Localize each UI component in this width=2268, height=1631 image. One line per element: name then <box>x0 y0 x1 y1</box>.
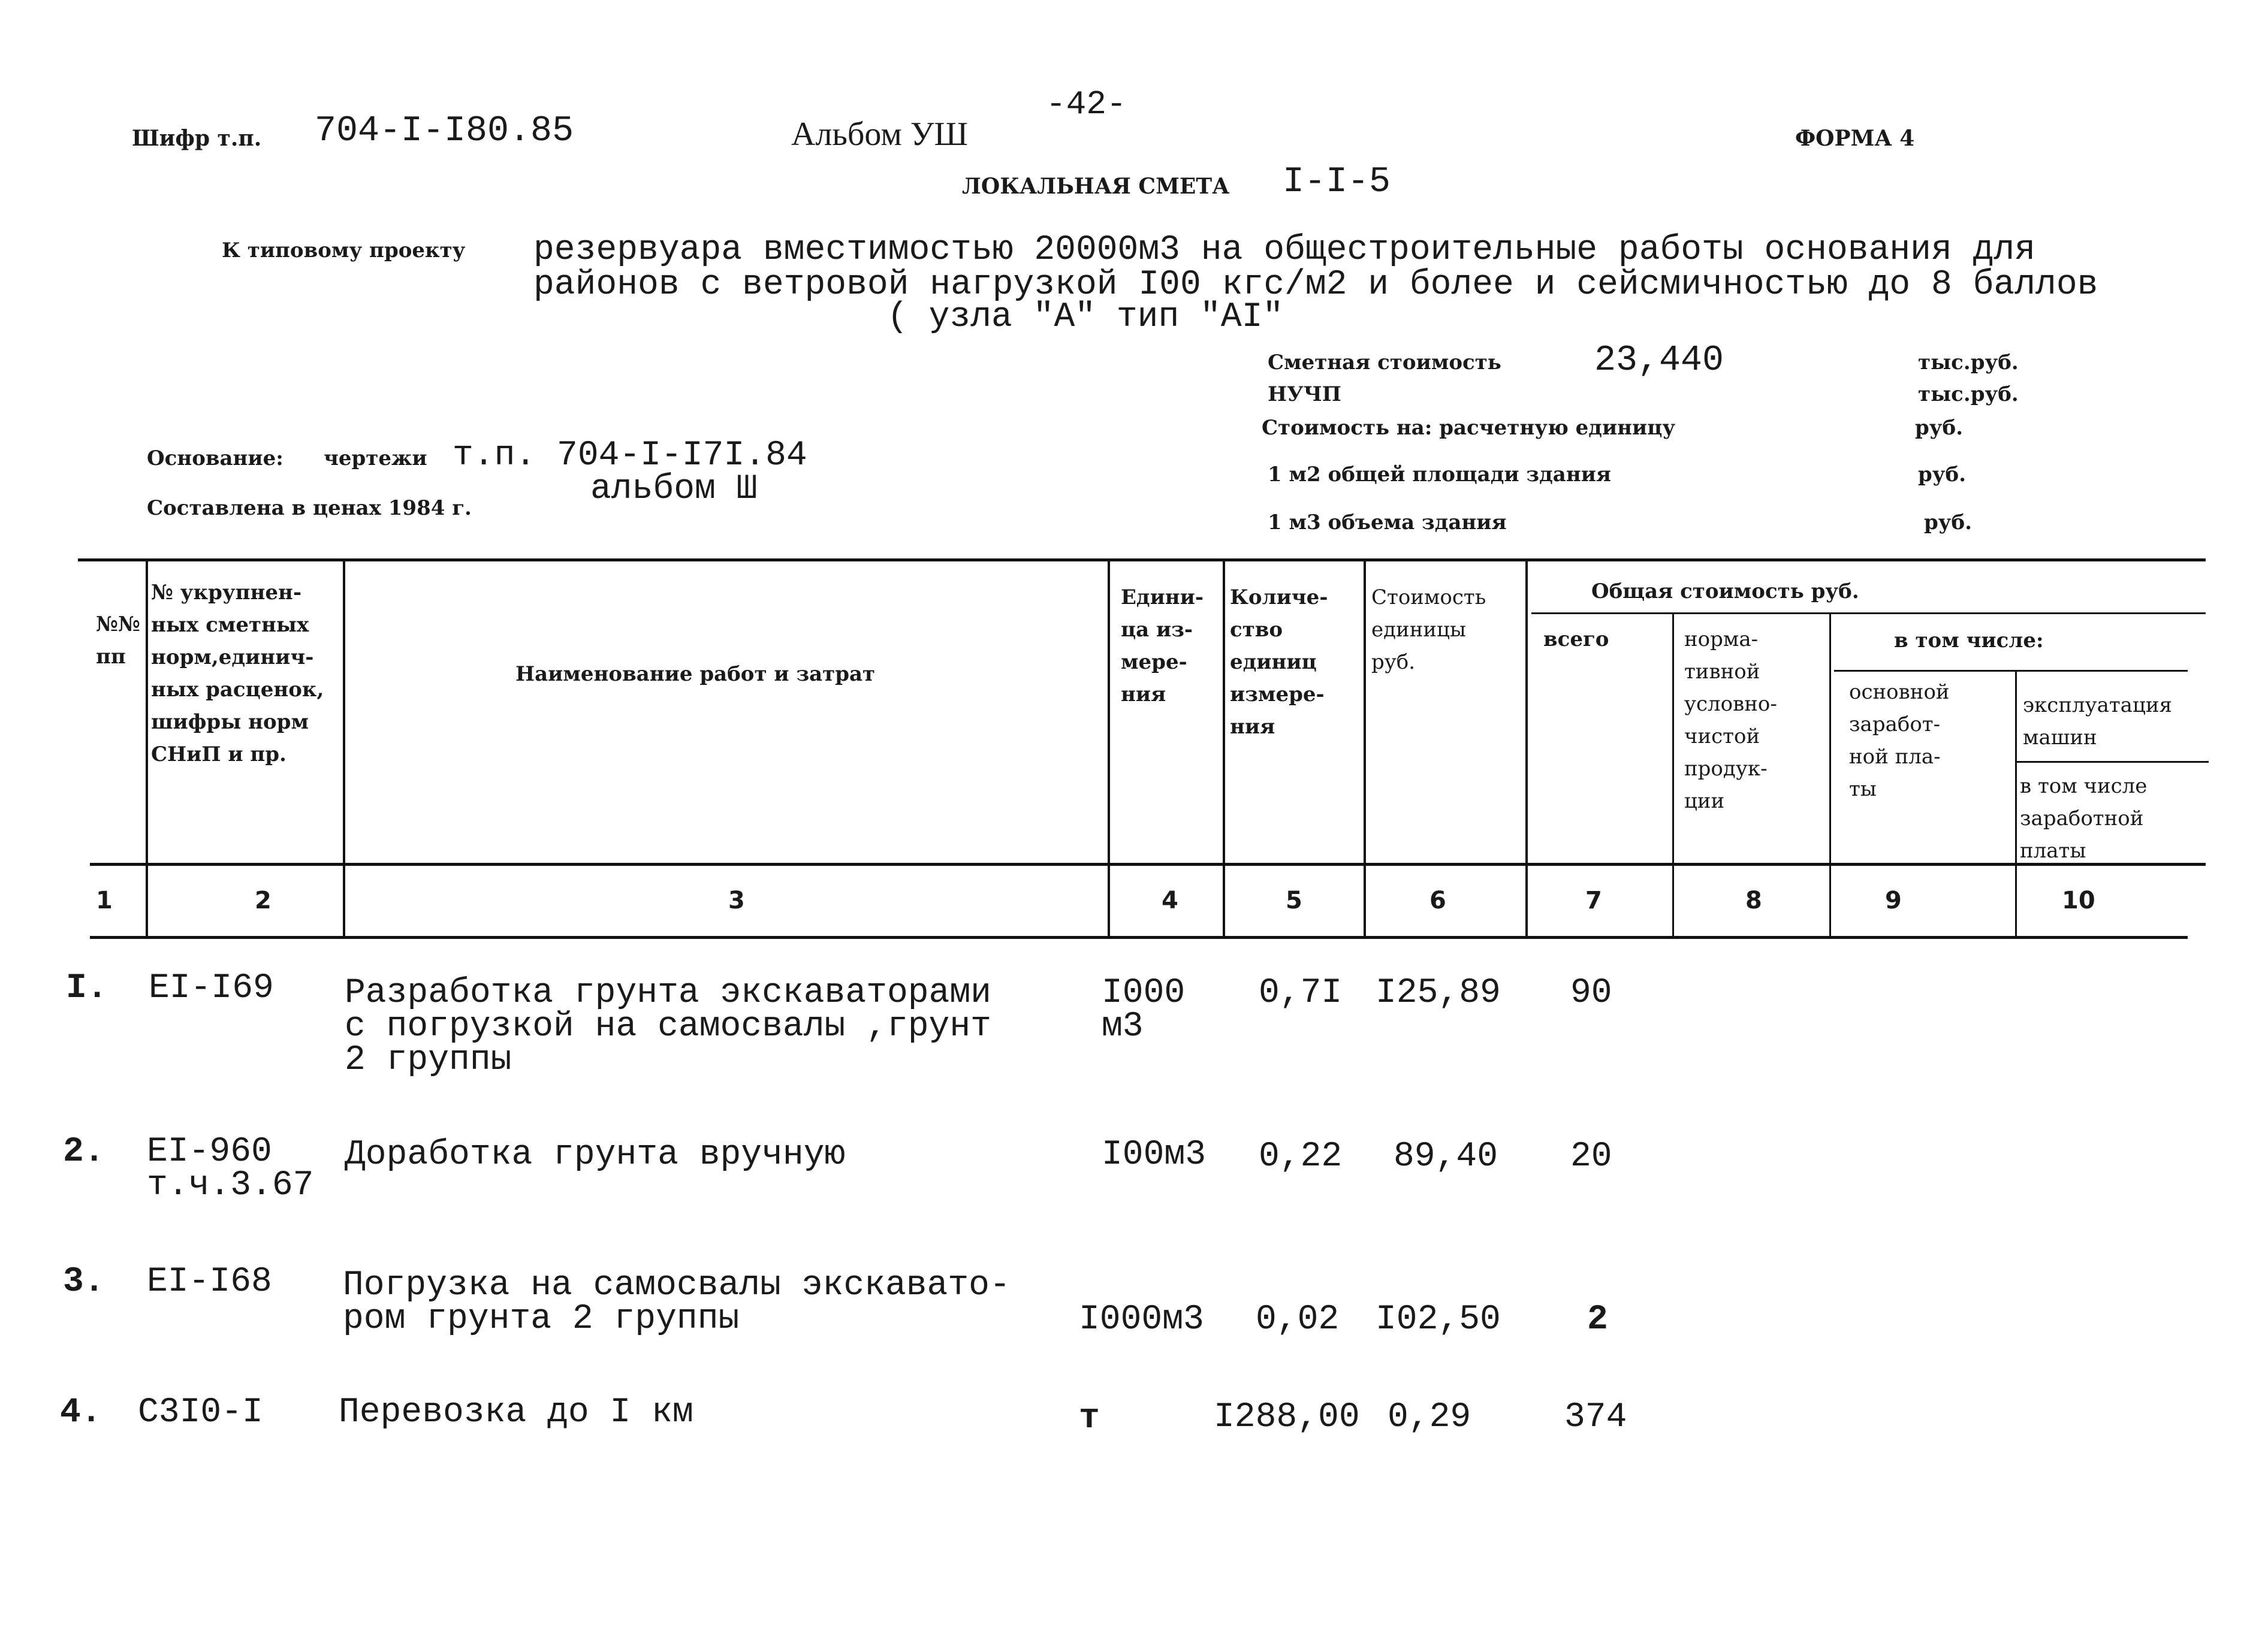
prices-label: Составлена в ценах 1984 г. <box>147 496 472 520</box>
table-top-border <box>78 558 2206 561</box>
smeta-number: I-I-5 <box>1283 162 1391 203</box>
column-number-8: 8 <box>1745 887 1762 914</box>
col-divider-8 <box>1829 612 1831 938</box>
column-number-7: 7 <box>1585 887 1602 914</box>
row-unit-price: I25,89 <box>1376 974 1501 1013</box>
incl-divider <box>1834 670 2188 672</box>
nuchp-unit: тыс.руб. <box>1918 382 2019 406</box>
header-col-6: Стоимость единицы руб. <box>1371 585 1486 674</box>
header-col-10b: в том числе заработной платы <box>2020 774 2148 863</box>
col-divider-5 <box>1364 560 1366 938</box>
machines-divider <box>2017 761 2209 763</box>
row-total: 90 <box>1570 974 1612 1013</box>
row-quantity: I288,00 <box>1214 1398 1360 1437</box>
project-text-line-2: районов с ветровой нагрузкой I00 кгс/м2 и более и сейсмичностью до 8 баллов <box>533 265 2098 304</box>
per-m2-label: 1 м2 общей площади здания <box>1268 463 1612 487</box>
per-unit-label: Стоимость на: расчетную единицу <box>1262 416 1676 440</box>
header-col-8: норма- тивной условно- чистой продук- ции <box>1684 627 1777 813</box>
column-number-3: 3 <box>728 887 745 914</box>
cipher-value: 704-I-I80.85 <box>315 111 574 152</box>
row-code: EI-I69 <box>149 969 274 1008</box>
row-code: EI-960 т.ч.3.67 <box>147 1132 314 1205</box>
row-code: EI-I68 <box>147 1262 272 1301</box>
total-group-divider <box>1531 612 2206 614</box>
header-bottom-border <box>90 863 2206 866</box>
column-number-2: 2 <box>255 887 272 914</box>
row-code: С3I0-I <box>138 1393 263 1432</box>
row-unit-price: 89,40 <box>1394 1137 1498 1176</box>
header-col-9: основной заработ- ной пла- ты <box>1849 680 1950 801</box>
drawings-album: альбом Ш <box>590 470 758 509</box>
row-number: 3. <box>63 1262 105 1301</box>
per-unit-unit: руб. <box>1915 416 1964 440</box>
row-unit-price: I02,50 <box>1376 1300 1501 1339</box>
row-unit: I00м3 <box>1102 1135 1207 1174</box>
col-divider-4 <box>1223 560 1225 938</box>
nuchp-label: НУЧП <box>1268 382 1341 406</box>
row-number: 2. <box>63 1132 105 1171</box>
row-name: Разработка грунта экскаваторами с погрузкой на самосвалы ,грунт 2 группы <box>345 974 991 1080</box>
column-number-9: 9 <box>1885 887 1902 914</box>
column-numbers-bottom-border <box>90 936 2188 939</box>
per-m2-unit: руб. <box>1918 463 1967 487</box>
col-divider-2 <box>343 560 345 938</box>
col-divider-6 <box>1525 560 1528 938</box>
header-total-group: Общая стоимость руб. <box>1591 579 1859 603</box>
row-name: Перевозка до I км <box>339 1393 693 1432</box>
header-col-7: всего <box>1543 627 1609 651</box>
project-text-line-3: ( узла "А" тип "АI" <box>887 298 1284 337</box>
header-col-10a: эксплуатация машин <box>2023 693 2172 750</box>
col-divider-3 <box>1108 560 1110 938</box>
header-col-1: №№ пп <box>96 612 140 669</box>
cipher-label: Шифр т.п. <box>132 126 262 151</box>
basis-label: Основание: <box>147 446 284 470</box>
row-unit: I000м3 <box>1079 1300 1204 1339</box>
column-number-1: 1 <box>96 887 113 914</box>
row-total: 374 <box>1564 1398 1627 1437</box>
album-label: Альбом УШ <box>791 116 968 153</box>
col-divider-7 <box>1672 612 1674 938</box>
row-quantity: 0,02 <box>1256 1300 1340 1339</box>
col-divider-9 <box>2015 670 2017 938</box>
per-m3-unit: руб. <box>1924 511 1973 534</box>
smeta-label: ЛОКАЛЬНАЯ СМЕТА <box>962 174 1230 199</box>
column-number-10: 10 <box>2062 887 2095 914</box>
page-number: -42- <box>1046 85 1127 123</box>
col-divider-1 <box>146 560 148 938</box>
header-col-5: Количе- ство единиц измере- ния <box>1230 585 1328 739</box>
column-number-4: 4 <box>1162 887 1178 914</box>
row-name: Погрузка на самосвалы экскавато- ром грунта 2 группы <box>343 1266 1011 1339</box>
header-incl: в том числе: <box>1894 629 2044 653</box>
row-number: 4. <box>60 1393 102 1432</box>
row-total: 2 <box>1587 1300 1608 1339</box>
estimated-cost-value: 23,440 <box>1594 340 1724 381</box>
header-col-4: Едини- ца из- мере- ния <box>1121 585 1204 706</box>
drawings-label: чертежи <box>324 446 427 470</box>
drawings-value: т.п. 704-I-I7I.84 <box>453 436 807 475</box>
header-col-3: Наименование работ и затрат <box>515 662 876 686</box>
header-col-2: № укрупнен- ных сметных норм,единич- ных расценок, шифры норм СНиП и пр. <box>151 581 324 766</box>
row-unit-price: 0,29 <box>1388 1398 1471 1437</box>
project-label: К типовому проекту <box>222 238 466 262</box>
row-quantity: 0,7I <box>1259 974 1343 1013</box>
row-number: I. <box>66 969 108 1008</box>
estimated-cost-unit: тыс.руб. <box>1918 351 2019 374</box>
row-unit: I000 м3 <box>1102 974 1186 1046</box>
estimated-cost-label: Сметная стоимость <box>1268 351 1501 374</box>
column-number-5: 5 <box>1286 887 1302 914</box>
project-text-line-1: резервуара вместимостью 20000м3 на общестроительные работы основания для <box>533 231 2036 270</box>
form-label: ФОРМА 4 <box>1795 126 1915 151</box>
column-number-6: 6 <box>1429 887 1446 914</box>
per-m3-label: 1 м3 объема здания <box>1268 511 1507 534</box>
row-quantity: 0,22 <box>1259 1137 1343 1176</box>
row-unit: т <box>1079 1399 1100 1438</box>
row-total: 20 <box>1570 1137 1612 1176</box>
row-name: Доработка грунта вручную <box>345 1135 846 1174</box>
